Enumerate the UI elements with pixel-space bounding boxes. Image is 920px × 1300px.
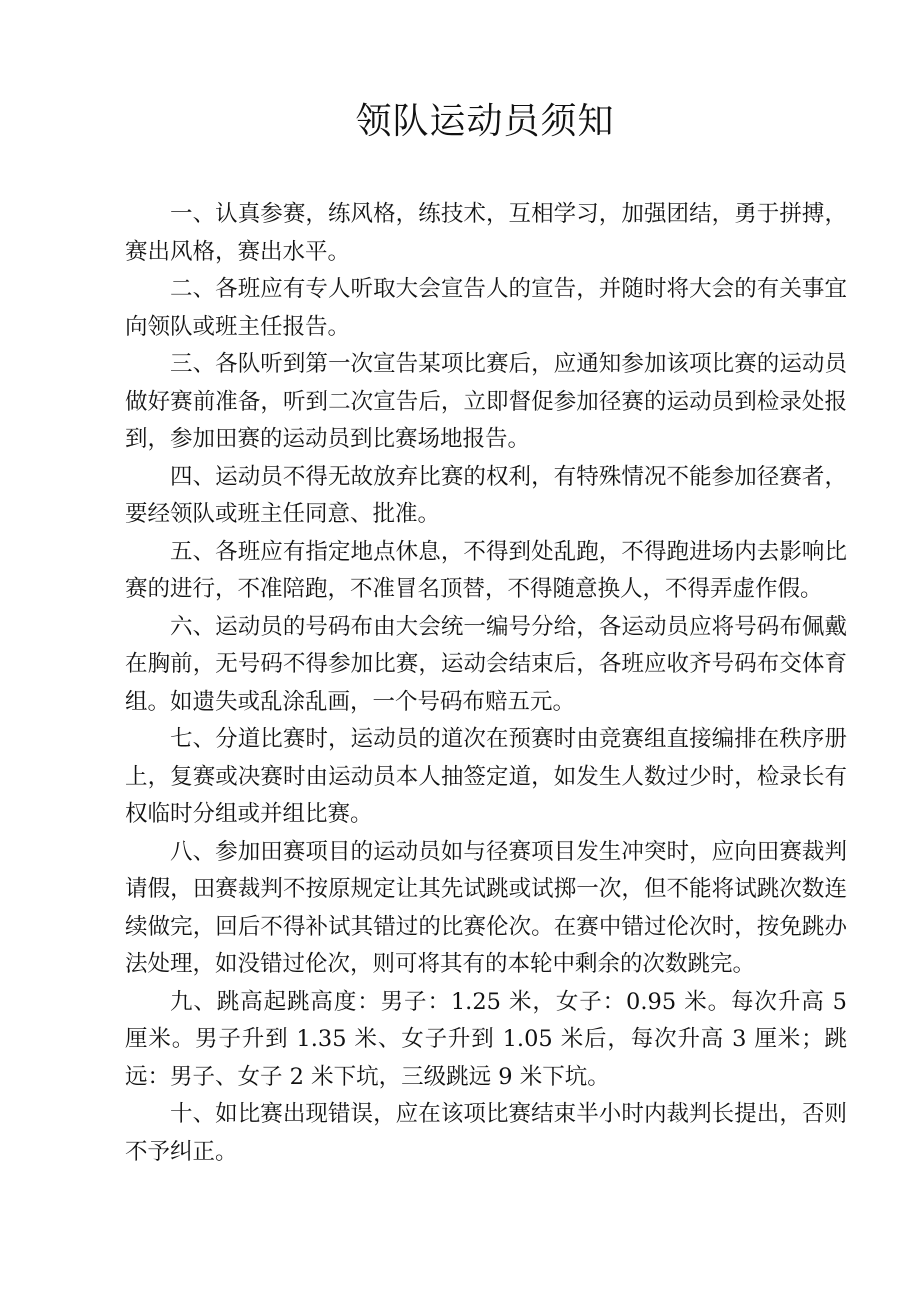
paragraph-3: 三、各队听到第一次宣告某项比赛后，应通知参加该项比赛的运动员做好赛前准备，听到二次宣告后，立即督促参加径赛的运动员到检录处报到，参加田赛的运动员到比赛场地报告。 [125, 351, 847, 452]
paragraph-8: 八、参加田赛项目的运动员如与径赛项目发生冲突时，应向田赛裁判请假，田赛裁判不按原规定让其先试跳或试掷一次，但不能将试跳次数连续做完，回后不得补试其错过的比赛伦次。在赛中错过伦次时，按免跳办法处理，如没错过伦次，则可将其有的本轮中剩余的次数跳完。 [125, 838, 847, 977]
paragraph-6: 六、运动员的号码布由大会统一编号分给，各运动员应将号码布佩戴在胸前，无号码不得参加比赛，运动会结束后，各班应收齐号码布交体育组。如遗失或乱涂乱画，一个号码布赔五元。 [125, 613, 847, 715]
paragraph-5: 五、各班应有指定地点休息，不得到处乱跑，不得跑进场内去影响比赛的进行，不准陪跑，不准冒名顶替，不得随意换人，不得弄虚作假。 [125, 538, 847, 602]
paragraph-2: 二、各班应有专人听取大会宣告人的宣告，并随时将大会的有关事宜向领队或班主任报告。 [125, 276, 847, 340]
paragraph-7: 七、分道比赛时，运动员的道次在预赛时由竞赛组直接编排在秩序册上，复赛或决赛时由运动员本人抽签定道，如发生人数过少时，检录长有权临时分组或并组比赛。 [125, 726, 847, 827]
paragraph-10: 十、如比赛出现错误，应在该项比赛结束半小时内裁判长提出，否则不予纠正。 [125, 1101, 847, 1165]
paragraph-4: 四、运动员不得无故放弃比赛的权利，有特殊情况不能参加径赛者，要经领队或班主任同意、批准。 [125, 463, 847, 527]
document-body [125, 196, 847, 1171]
document-title: 领队运动员须知 [355, 101, 615, 142]
paragraph-9: 九、跳高起跳高度：男子：1.25 米，女子：0.95 米。每次升高 5 厘米。男子升到 1.35 米、女子升到 1.05 米后，每次升高 3 厘米；跳远：男子、女子 2 米下坑，三级跳远 9 米下坑。 [125, 988, 847, 1090]
paragraph-1: 一、认真参赛，练风格，练技术，互相学习，加强团结，勇于拼搏，赛出风格，赛出水平。 [125, 201, 847, 265]
